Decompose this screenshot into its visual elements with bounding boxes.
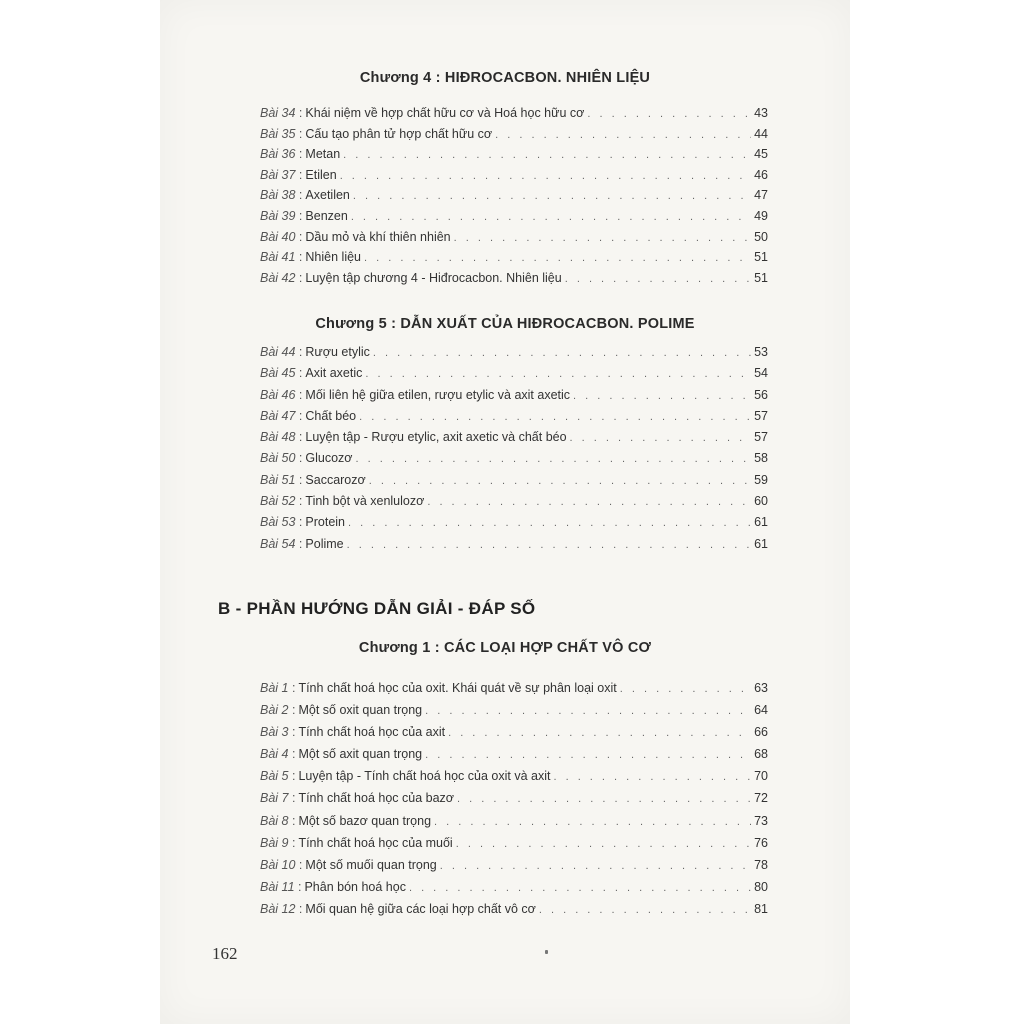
toc-page-number: 57	[754, 430, 768, 445]
toc-page-number: 50	[754, 229, 768, 244]
toc-lesson-title: Tính chất hoá học của oxit. Khái quát về sự phân loại oxit	[298, 681, 617, 695]
toc-leader-dots	[364, 252, 751, 264]
toc-leader-dots	[456, 838, 751, 850]
toc-lesson-number: Bài 2	[260, 703, 289, 718]
toc-separator: :	[294, 879, 302, 894]
toc-lesson-title: Saccarozơ	[305, 472, 366, 487]
toc-separator: :	[288, 747, 296, 762]
toc-separator: :	[295, 366, 303, 381]
toc-leader-dots	[434, 816, 751, 828]
toc-separator: :	[295, 408, 303, 423]
toc-leader-dots	[454, 232, 751, 244]
toc-entry	[260, 703, 768, 725]
toc-lesson-title: Mối quan hệ giữa các loại hợp chất vô cơ	[305, 901, 536, 916]
toc-page-number: 73	[754, 813, 768, 828]
toc-lesson-number: Bài 44	[260, 345, 296, 359]
toc-page-number: 63	[754, 681, 768, 695]
toc-separator: :	[295, 472, 303, 487]
toc-separator: :	[288, 835, 296, 850]
toc-leader-dots	[570, 432, 752, 444]
toc-leader-dots	[425, 749, 751, 761]
toc-entry	[260, 473, 768, 494]
toc-separator: :	[295, 270, 303, 285]
toc-entry	[260, 681, 768, 703]
toc-lesson-number: Bài 51	[260, 472, 296, 487]
toc-entry	[260, 188, 768, 209]
toc-lesson-title: Một số bazơ quan trọng	[298, 813, 432, 828]
toc-separator: :	[295, 536, 303, 551]
toc-page-number: 58	[754, 451, 768, 466]
toc-lesson-title: Benzen	[305, 208, 348, 223]
toc-entry	[260, 858, 768, 880]
toc-page-number: 56	[754, 387, 768, 402]
toc-page-number: 54	[754, 366, 768, 381]
toc-lesson-title: Etilen	[305, 167, 337, 182]
toc-lesson-number: Bài 37	[260, 167, 296, 182]
toc-lesson-number: Bài 40	[260, 229, 296, 244]
chapter-5-toc	[260, 345, 768, 558]
toc-lesson-title: Tính chất hoá học của bazơ	[298, 791, 454, 806]
page-number: 162	[212, 944, 238, 963]
toc-lesson-title: Chất béo	[305, 408, 357, 423]
toc-lesson-title: Luyện tập - Rượu etylic, axit axetic và chất béo	[305, 430, 567, 445]
toc-lesson-number: Bài 7	[260, 791, 289, 806]
toc-separator: :	[295, 901, 303, 916]
toc-page-number: 59	[754, 472, 768, 487]
toc-leader-dots	[356, 453, 752, 465]
toc-lesson-title: Tính chất hoá học của muối	[298, 835, 453, 850]
toc-lesson-number: Bài 41	[260, 250, 296, 265]
toc-lesson-title: Một số axit quan trọng	[298, 747, 423, 762]
toc-lesson-number: Bài 50	[260, 451, 296, 466]
toc-entry	[260, 366, 768, 387]
toc-page-number: 80	[754, 879, 768, 894]
toc-separator: :	[288, 769, 296, 784]
toc-leader-dots	[573, 390, 751, 402]
toc-lesson-number: Bài 38	[260, 188, 296, 203]
toc-leader-dots	[495, 129, 751, 141]
toc-lesson-number: Bài 54	[260, 536, 296, 551]
toc-page-number: 72	[754, 791, 768, 806]
toc-lesson-number: Bài 10	[260, 857, 296, 872]
toc-entry	[260, 451, 768, 472]
toc-lesson-title: Metan	[305, 147, 341, 162]
toc-lesson-title: Khái niệm về hợp chất hữu cơ và Hoá học hữu cơ	[305, 106, 585, 120]
toc-entry	[260, 814, 768, 836]
toc-lesson-title: Một số muối quan trọng	[305, 857, 437, 872]
toc-page-number: 43	[754, 106, 768, 120]
toc-separator: :	[295, 188, 303, 203]
print-speck	[545, 950, 548, 954]
toc-leader-dots	[343, 149, 751, 161]
toc-separator: :	[295, 857, 303, 872]
toc-separator: :	[295, 229, 303, 244]
toc-lesson-title: Axetilen	[305, 188, 350, 203]
toc-entry	[260, 409, 768, 430]
toc-lesson-title: Glucozơ	[305, 451, 353, 466]
toc-page-number: 64	[754, 703, 768, 718]
toc-entry	[260, 230, 768, 251]
toc-entry	[260, 769, 768, 791]
toc-entry	[260, 430, 768, 451]
chapter-4-title: Chương 4 : HIĐROCACBON. NHIÊN LIỆU	[359, 70, 651, 86]
toc-lesson-number: Bài 47	[260, 408, 296, 423]
toc-leader-dots	[365, 368, 751, 380]
toc-lesson-number: Bài 46	[260, 387, 296, 402]
toc-lesson-title: Dầu mỏ và khí thiên nhiên	[305, 229, 451, 244]
toc-leader-dots	[565, 273, 751, 285]
toc-entry	[260, 106, 768, 127]
toc-leader-dots	[448, 727, 751, 739]
toc-leader-dots	[353, 190, 751, 202]
toc-entry	[260, 791, 768, 813]
toc-page-number: 51	[754, 270, 768, 285]
toc-lesson-number: Bài 4	[260, 747, 289, 762]
toc-page-number: 66	[754, 725, 768, 740]
toc-lesson-number: Bài 36	[260, 147, 296, 162]
toc-lesson-number: Bài 3	[260, 725, 289, 740]
toc-entry	[260, 388, 768, 409]
toc-lesson-title: Mối liên hệ giữa etilen, rượu etylic và axit axetic	[305, 387, 571, 402]
toc-leader-dots	[440, 860, 751, 872]
toc-leader-dots	[347, 539, 751, 551]
toc-lesson-number: Bài 39	[260, 208, 296, 223]
toc-entry	[260, 250, 768, 271]
toc-entry	[260, 127, 768, 148]
toc-leader-dots	[553, 771, 751, 783]
toc-entry	[260, 836, 768, 858]
toc-leader-dots	[587, 108, 751, 120]
toc-entry	[260, 168, 768, 189]
toc-leader-dots	[369, 475, 751, 487]
toc-leader-dots	[425, 705, 751, 717]
toc-separator: :	[295, 106, 303, 120]
toc-entry	[260, 515, 768, 536]
toc-separator: :	[288, 703, 296, 718]
toc-lesson-number: Bài 52	[260, 494, 296, 509]
toc-entry	[260, 747, 768, 769]
toc-separator: :	[288, 725, 296, 740]
toc-leader-dots	[351, 211, 751, 223]
toc-page-number: 44	[754, 126, 768, 141]
toc-page-number: 47	[754, 188, 768, 203]
toc-lesson-title: Luyện tập - Tính chất hoá học của oxit và axit	[298, 769, 551, 784]
toc-page-number: 46	[754, 167, 768, 182]
toc-separator: :	[295, 250, 303, 265]
toc-separator: :	[295, 451, 303, 466]
toc-separator: :	[295, 167, 303, 182]
toc-separator: :	[295, 515, 303, 530]
toc-separator: :	[295, 494, 303, 509]
toc-lesson-number: Bài 1	[260, 681, 289, 695]
toc-entry	[260, 902, 768, 924]
toc-leader-dots	[373, 347, 751, 359]
toc-page-number: 81	[754, 901, 768, 916]
toc-separator: :	[295, 208, 303, 223]
toc-lesson-title: Axit axetic	[305, 366, 363, 381]
chapter-1-toc	[260, 681, 768, 924]
toc-separator: :	[295, 147, 303, 162]
book-page	[160, 0, 850, 1024]
toc-lesson-title: Một số oxit quan trọng	[298, 703, 423, 718]
toc-lesson-title: Nhiên liệu	[305, 250, 361, 265]
toc-entry	[260, 209, 768, 230]
chapter-5-title: Chương 5 : DẪN XUẤT CỦA HIĐROCACBON. POLIME	[315, 316, 695, 332]
toc-lesson-title: Tinh bột và xenlulozơ	[305, 494, 425, 509]
toc-entry	[260, 345, 768, 366]
toc-page-number: 45	[754, 147, 768, 162]
toc-lesson-number: Bài 53	[260, 515, 296, 530]
toc-leader-dots	[359, 411, 751, 423]
toc-lesson-title: Polime	[305, 536, 344, 551]
toc-separator: :	[295, 430, 303, 445]
part-b-title: B - PHẦN HƯỚNG DẪN GIẢI - ĐÁP SỐ	[218, 599, 536, 618]
toc-page-number: 76	[754, 835, 768, 850]
toc-separator: :	[295, 126, 303, 141]
toc-leader-dots	[427, 496, 751, 508]
toc-page-number: 61	[754, 515, 768, 530]
toc-lesson-title: Luyện tập chương 4 - Hiđrocacbon. Nhiên liệu	[305, 270, 562, 285]
toc-leader-dots	[348, 517, 751, 529]
toc-lesson-number: Bài 34	[260, 106, 296, 120]
toc-entry	[260, 271, 768, 292]
toc-page-number: 61	[754, 536, 768, 551]
toc-separator: :	[288, 791, 296, 806]
toc-page-number: 51	[754, 250, 768, 265]
toc-separator: :	[295, 345, 303, 359]
toc-page-number: 60	[754, 494, 768, 509]
toc-leader-dots	[539, 904, 751, 916]
toc-page-number: 70	[754, 769, 768, 784]
toc-lesson-number: Bài 35	[260, 126, 296, 141]
toc-separator: :	[288, 813, 296, 828]
toc-lesson-number: Bài 12	[260, 901, 296, 916]
toc-page-number: 53	[754, 345, 768, 359]
toc-page-number: 78	[754, 857, 768, 872]
chapter-1-title: Chương 1 : CÁC LOẠI HỢP CHẤT VÔ CƠ	[358, 640, 652, 656]
toc-lesson-number: Bài 5	[260, 769, 289, 784]
toc-entry	[260, 147, 768, 168]
toc-lesson-title: Protein	[305, 515, 346, 530]
toc-entry	[260, 725, 768, 747]
toc-entry	[260, 537, 768, 558]
toc-lesson-number: Bài 42	[260, 270, 296, 285]
toc-page-number: 68	[754, 747, 768, 762]
toc-lesson-number: Bài 48	[260, 430, 296, 445]
toc-entry	[260, 494, 768, 515]
toc-separator: :	[295, 387, 303, 402]
chapter-4-toc	[260, 106, 768, 291]
toc-leader-dots	[457, 793, 751, 805]
toc-leader-dots	[409, 882, 751, 894]
toc-leader-dots	[620, 683, 751, 695]
toc-lesson-title: Phân bón hoá học	[304, 879, 406, 894]
toc-entry	[260, 880, 768, 902]
toc-lesson-title: Rượu etylic	[305, 345, 370, 359]
toc-lesson-number: Bài 9	[260, 835, 289, 850]
toc-lesson-title: Cấu tạo phân tử hợp chất hữu cơ	[305, 126, 493, 141]
toc-lesson-number: Bài 45	[260, 366, 296, 381]
toc-page-number: 57	[754, 408, 768, 423]
toc-lesson-number: Bài 8	[260, 813, 289, 828]
toc-lesson-number: Bài 11	[260, 879, 295, 894]
toc-lesson-title: Tính chất hoá học của axit	[298, 725, 446, 740]
toc-separator: :	[288, 681, 296, 695]
toc-page-number: 49	[754, 208, 768, 223]
toc-leader-dots	[340, 170, 751, 182]
